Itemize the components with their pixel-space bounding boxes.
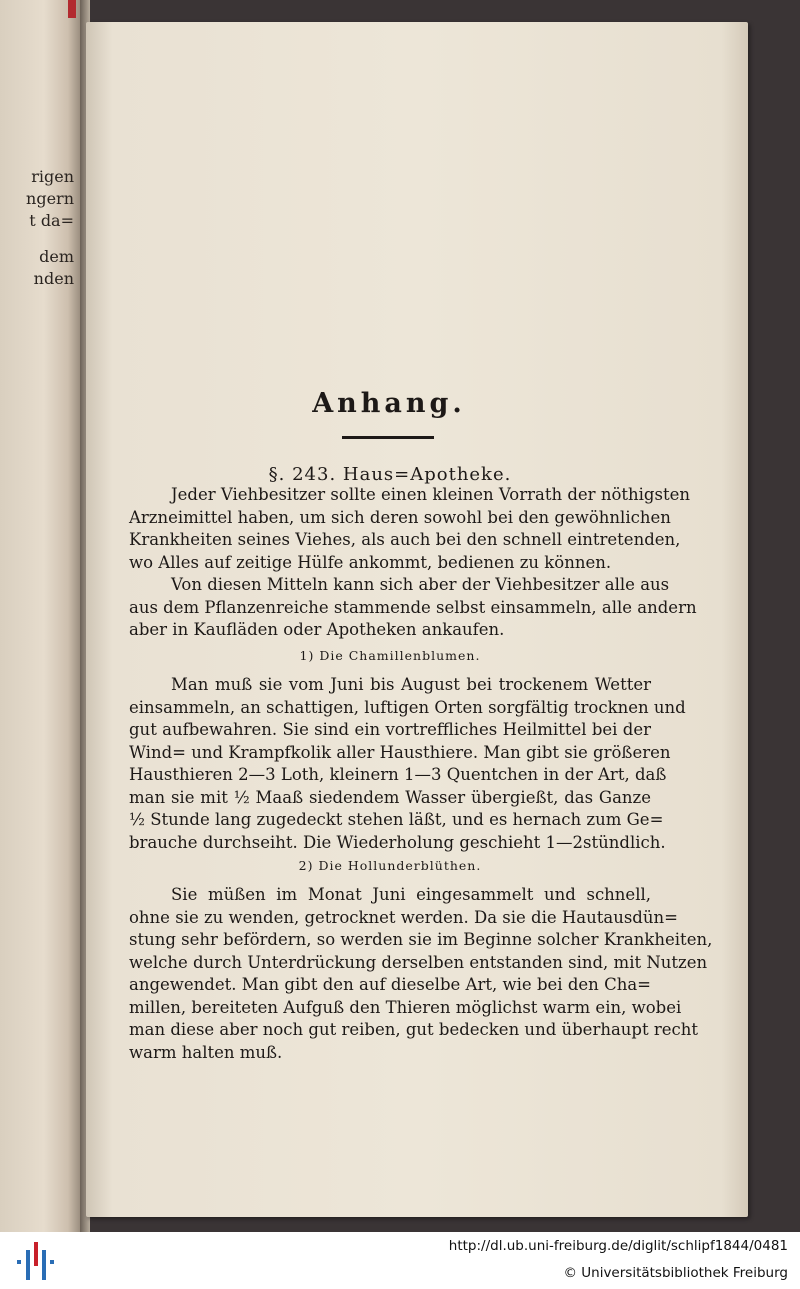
subheading-elderflower: 2) Die Hollunderblüthen. [298,858,482,873]
text-line: aber in Kaufläden oder Apotheken ankaufen. [129,620,505,639]
chamomile-paragraph [129,674,686,854]
text-line: gut aufbewahren. Sie sind ein vortreffliches Heilmittel bei der [129,720,651,739]
text-line: Hausthieren 2—3 Loth, kleinern 1—3 Quentchen in der Art, daß [129,765,667,784]
left-fragment: ngern [26,189,74,208]
subheading-chamomile: 1) Die Chamillenblumen. [299,648,481,663]
heading-rule [342,436,434,439]
text-line: Wind= und Krampfkolik aller Hausthiere. Man gibt sie größeren [129,742,671,762]
text-line: Jeder Viehbesitzer sollte einen kleinen Vorrath der nöthigsten [171,485,690,504]
text-line: Von diesen Mitteln kann sich aber der Viehbesitzer alle aus [171,575,670,594]
left-fragment: dem [39,247,74,266]
text-line: Sie müßen im Monat Juni eingesammelt und schnell, [171,885,651,904]
left-fragment: nden [33,269,74,288]
appendix-heading: Anhang. [312,388,466,419]
elderflower-paragraph [129,884,713,1064]
left-page-text-fragments [26,166,74,290]
bookmark-ribbon [68,0,76,18]
text-line: wo Alles auf zeitige Hülfe ankommt, bedienen zu können. [129,552,612,572]
text-line: Man muß sie vom Juni bis August bei trockenem Wetter [171,675,651,694]
text-line: Krankheiten seines Viehes, als auch bei den schnell eintretenden, [129,530,681,549]
text-line: ½ Stunde lang zugedeckt stehen läßt, und es hernach zum Ge= [129,810,664,829]
text-line: brauche durchseiht. Die Wiederholung geschieht 1—2stündlich. [129,832,666,852]
copyright-notice: © Universitätsbibliothek Freiburg [563,1265,788,1281]
right-page [86,22,748,1217]
ub-freiburg-logo-icon[interactable] [14,1240,54,1282]
left-fragment: rigen [31,167,74,186]
text-line: warm halten muß. [129,1042,283,1062]
permalink-url[interactable]: http://dl.ub.uni-freiburg.de/diglit/schlipf1844/0481 [448,1238,788,1254]
text-line: millen, bereiteten Aufguß den Thieren möglichst warm ein, wobei [129,997,682,1017]
text-line: welche durch Unterdrückung derselben entstanden sind, mit Nutzen [129,952,708,972]
text-line: einsammeln, an schattigen, luftigen Orten sorgfältig trocknen und [129,697,686,717]
section-title: §. 243. Haus=Apotheke. [268,464,512,485]
text-line: man sie mit ½ Maaß siedendem Wasser übergießt, das Ganze [129,787,651,807]
intro-paragraph [129,484,697,642]
text-line: stung sehr befördern, so werden sie im Beginne solcher Krankheiten, [129,930,713,949]
text-line: aus dem Pflanzenreiche stammende selbst einsammeln, alle andern [129,597,697,617]
text-line: ohne sie zu wenden, getrocknet werden. Da sie die Hautausdün= [129,907,678,927]
left-fragment [26,232,74,246]
left-fragment: t da= [29,211,74,230]
text-line: angewendet. Man gibt den auf dieselbe Art, wie bei den Cha= [129,975,651,994]
text-line: man diese aber noch gut reiben, gut bedecken und überhaupt recht [129,1020,699,1039]
left-page [0,0,80,1232]
text-line: Arzneimittel haben, um sich deren sowohl bei den gewöhnlichen [129,507,671,527]
viewer-footer [0,1232,800,1289]
